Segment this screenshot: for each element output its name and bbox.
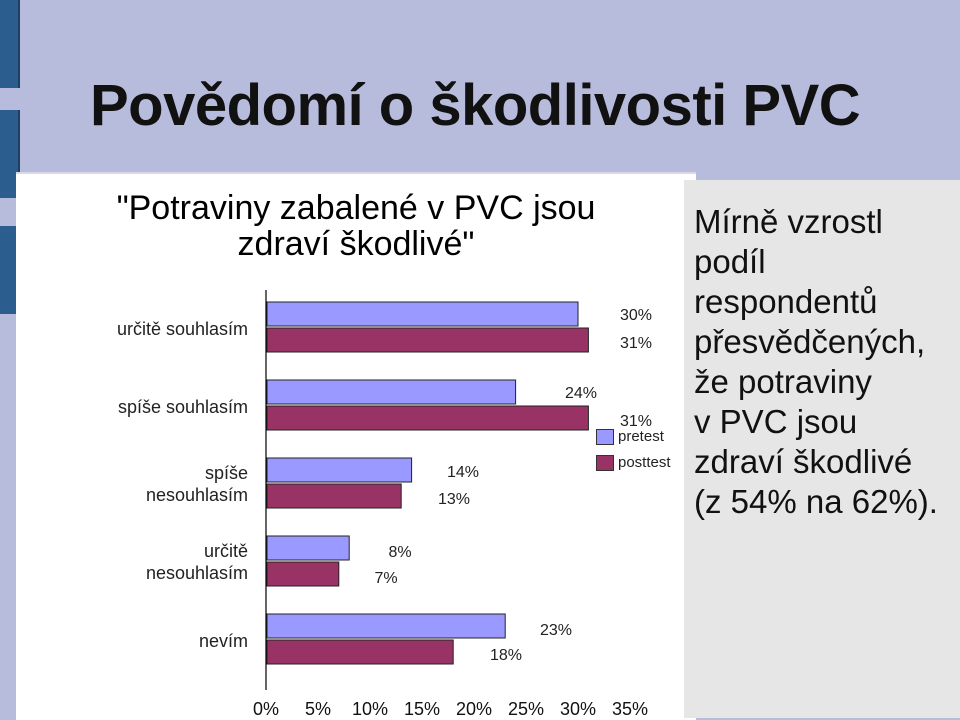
data-label-pretest-0: 30% [619, 307, 653, 324]
legend-label-pretest: pretest [618, 428, 664, 445]
bar-pretest-1 [267, 380, 516, 404]
x-tick-label-2: 10% [351, 699, 389, 719]
bar-posttest-3 [267, 562, 339, 586]
category-label-0: určitě souhlasím [116, 319, 248, 339]
bar-pretest-2 [267, 458, 412, 482]
data-label-posttest-4: 18% [489, 647, 523, 664]
x-tick-label-5: 25% [507, 699, 545, 719]
legend-posttest [596, 454, 671, 472]
data-label-posttest-2: 13% [437, 491, 471, 508]
decor-bar-1 [0, 0, 20, 88]
slide-title: Povědomí o škodlivosti PVC [90, 73, 861, 138]
data-label-posttest-1: 31% [619, 413, 653, 430]
x-tick-label-0: 0% [252, 699, 280, 719]
bar-posttest-2 [267, 484, 401, 508]
bar-pretest-0 [267, 302, 578, 326]
category-label-3: určitě nesouhlasím [145, 541, 248, 583]
legend-pretest [596, 428, 664, 446]
legend-swatch-posttest [596, 455, 614, 471]
legend-label-posttest: posttest [618, 454, 671, 471]
x-tick-label-3: 15% [403, 699, 441, 719]
x-tick-label-4: 20% [455, 699, 493, 719]
data-label-posttest-3: 7% [374, 570, 398, 587]
x-tick-label-1: 5% [304, 699, 332, 719]
data-label-pretest-4: 23% [539, 622, 573, 639]
data-label-pretest-1: 24% [564, 385, 598, 402]
data-label-pretest-3: 8% [388, 544, 412, 561]
bar-pretest-4 [267, 614, 505, 638]
side-text: Mírně vzrostl podíl respondentů přesvědčených, že potraviny v PVC jsou zdraví škodlivé (z 54% na 62%). [694, 203, 938, 520]
bar-posttest-4 [267, 640, 453, 664]
side-panel [684, 180, 960, 718]
chart-title: "Potraviny zabalené v PVC jsou zdraví škodlivé" [116, 189, 596, 263]
data-label-pretest-2: 14% [446, 464, 480, 481]
bar-posttest-0 [267, 328, 588, 352]
category-label-1: spíše souhlasím [117, 397, 248, 417]
data-label-posttest-0: 31% [619, 335, 653, 352]
bar-posttest-1 [267, 406, 588, 430]
category-label-4: nevím [198, 631, 248, 651]
legend-swatch-pretest [596, 429, 614, 445]
category-label-2: spíše nesouhlasím [145, 463, 248, 505]
chart-panel [16, 172, 696, 720]
bar-pretest-3 [267, 536, 349, 560]
x-tick-label-6: 30% [559, 699, 597, 719]
x-tick-label-7: 35% [611, 699, 649, 719]
